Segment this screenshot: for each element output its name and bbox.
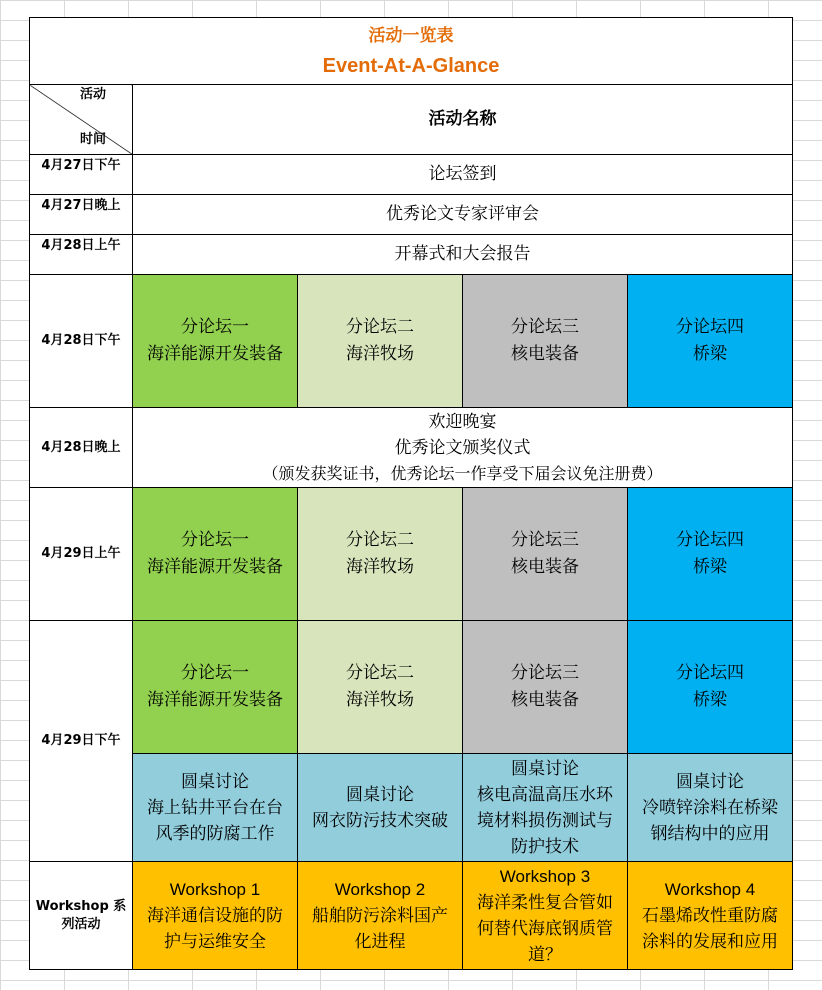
time-cell: 4月29日下午: [30, 621, 133, 862]
banquet-title: 欢迎晚宴: [428, 411, 497, 432]
time-cell: 4月28日上午: [30, 235, 133, 275]
workshop-topic-line: 道？: [528, 945, 562, 965]
roundtable-label: 圆桌讨论: [676, 771, 744, 792]
forum-topic: 海洋能源开发装备: [147, 557, 283, 577]
forum-topic: 海洋能源开发装备: [147, 690, 283, 710]
roundtable-topic-line: 风季的防腐工作: [155, 823, 275, 844]
forum-topic: 核电装备: [511, 690, 579, 710]
forum-cell-2: [298, 275, 463, 408]
workshop-series-label: 列活动: [61, 916, 101, 932]
time-cell: 4月27日下午: [30, 155, 133, 195]
forum-cell-3: [463, 488, 628, 621]
title-cell: [30, 18, 793, 85]
workshop-cell-2: [298, 862, 463, 970]
table-row: [30, 862, 793, 970]
activity-cell: 开幕式和大会报告: [133, 235, 793, 275]
banquet-cell: [133, 408, 793, 488]
forum-title: 分论坛二: [346, 663, 414, 683]
roundtable-topic-line: 海上钻井平台在台: [147, 797, 283, 818]
workshop-name: Workshop 3: [499, 867, 591, 886]
forum-title: 分论坛二: [346, 530, 414, 550]
time-cell: 4月27日晚上: [30, 195, 133, 235]
title-row: [30, 18, 793, 85]
roundtable-topic-line: 钢结构中的应用: [650, 823, 770, 844]
table-row: [30, 275, 793, 408]
time-cell: 4月28日晚上: [30, 408, 133, 488]
forum-cell-2: [298, 488, 463, 621]
roundtable-cell-1: [133, 754, 298, 862]
forum-title: 分论坛一: [181, 530, 249, 550]
forum-topic: 海洋牧场: [346, 557, 414, 577]
diagonal-header-cell: [30, 85, 133, 155]
forum-cell-3: [463, 621, 628, 754]
table-row: [30, 488, 793, 621]
title-chinese: 活动一览表: [368, 26, 454, 46]
table-row: [30, 621, 793, 754]
roundtable-label: 圆桌讨论: [346, 784, 414, 805]
table-row: [30, 235, 793, 275]
roundtable-topic-line: 网衣防污技术突破: [312, 810, 448, 831]
forum-title: 分论坛三: [511, 530, 579, 550]
workshop-cell-3: [463, 862, 628, 970]
forum-cell-4: [628, 275, 793, 408]
table-row: [30, 408, 793, 488]
activity-cell: 论坛签到: [133, 155, 793, 195]
header-activity-name: 活动名称: [133, 85, 793, 155]
forum-topic: 海洋能源开发装备: [147, 344, 283, 364]
forum-topic: 桥梁: [693, 690, 727, 710]
roundtable-label: 圆桌讨论: [511, 758, 579, 779]
forum-cell-2: [298, 621, 463, 754]
table-row: [30, 754, 793, 862]
workshop-name: Workshop 1: [169, 880, 261, 899]
forum-title: 分论坛四: [676, 530, 744, 550]
header-time-label: 时间: [80, 132, 107, 147]
title-english: Event-At-A-Glance: [322, 55, 500, 77]
forum-cell-4: [628, 621, 793, 754]
roundtable-label: 圆桌讨论: [181, 771, 249, 792]
forum-topic: 桥梁: [693, 557, 727, 577]
roundtable-cell-2: [298, 754, 463, 862]
award-ceremony: 优秀论文颁奖仪式: [394, 437, 531, 458]
activity-cell: 优秀论文专家评审会: [133, 195, 793, 235]
workshop-topic-line: 化进程: [354, 932, 406, 952]
roundtable-cell-3: [463, 754, 628, 862]
forum-cell-1: [133, 621, 298, 754]
workshop-name: Workshop 2: [334, 880, 426, 899]
forum-cell-1: [133, 488, 298, 621]
forum-title: 分论坛二: [346, 317, 414, 337]
workshop-cell-4: [628, 862, 793, 970]
forum-title: 分论坛四: [676, 317, 744, 337]
forum-cell-4: [628, 488, 793, 621]
header-row: [30, 85, 793, 155]
workshop-topic-line: 涂料的发展和应用: [642, 932, 778, 952]
roundtable-topic-line: 核电高温高压水环: [477, 784, 613, 805]
workshop-topic-line: 何替代海底钢质管: [477, 919, 613, 939]
header-activity-label: 活动: [79, 87, 106, 102]
workshop-topic-line: 海洋通信设施的防: [147, 906, 283, 926]
time-cell: 4月29日上午: [30, 488, 133, 621]
roundtable-topic-line: 防护技术: [511, 836, 579, 857]
forum-title: 分论坛一: [181, 317, 249, 337]
workshop-topic-line: 海洋柔性复合管如: [477, 893, 613, 913]
time-cell: [30, 862, 133, 970]
workshop-topic-line: 石墨烯改性重防腐: [642, 906, 778, 926]
workshop-series-label: Workshop 系: [35, 898, 127, 914]
table-row: [30, 155, 793, 195]
forum-topic: 海洋牧场: [346, 344, 414, 364]
forum-topic: 桥梁: [693, 344, 727, 364]
forum-cell-1: [133, 275, 298, 408]
forum-title: 分论坛四: [676, 663, 744, 683]
forum-topic: 核电装备: [511, 344, 579, 364]
roundtable-topic-line: 境材料损伤测试与: [477, 810, 613, 831]
forum-topic: 海洋牧场: [346, 690, 414, 710]
forum-cell-3: [463, 275, 628, 408]
forum-title: 分论坛三: [511, 317, 579, 337]
forum-topic: 核电装备: [511, 557, 579, 577]
table-row: [30, 195, 793, 235]
event-schedule-table: [29, 17, 793, 970]
forum-title: 分论坛三: [511, 663, 579, 683]
roundtable-cell-4: [628, 754, 793, 862]
workshop-topic-line: 护与运维安全: [164, 932, 266, 952]
time-cell: 4月28日下午: [30, 275, 133, 408]
workshop-topic-line: 船舶防污涂料国产: [312, 906, 448, 926]
award-note: （颁发获奖证书，优秀论坛一作享受下届会议免注册费）: [262, 463, 663, 483]
workshop-name: Workshop 4: [664, 880, 756, 899]
forum-title: 分论坛一: [181, 663, 249, 683]
workshop-cell-1: [133, 862, 298, 970]
roundtable-topic-line: 冷喷锌涂料在桥梁: [642, 797, 778, 818]
